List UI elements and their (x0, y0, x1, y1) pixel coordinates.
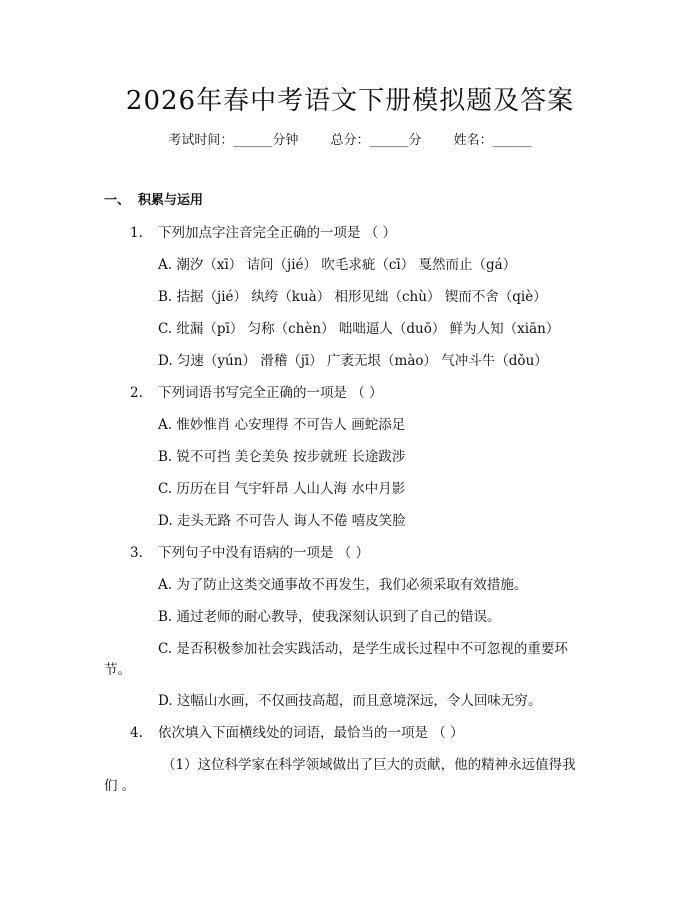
q4-subitem-1-continuation: 们 。 (104, 778, 136, 794)
question-2 (130, 384, 383, 402)
total-score-field: 总分：______分 (330, 133, 422, 148)
exam-meta (0, 132, 700, 150)
section-number: 一、 (104, 193, 131, 208)
question-number: 4. (130, 725, 143, 741)
q3-option-b: B. 通过老师的耐心教导，使我深刻认识到了自己的错误。 (158, 609, 501, 625)
q1-option-d: D. 匀速（yún） 滑稽（jī） 广袤无垠（mào） 气冲斗牛（dǒu） (158, 353, 548, 369)
q3-option-a: A. 为了防止这类交通事故不再发生，我们必须采取有效措施。 (158, 577, 528, 593)
q2-option-c: C. 历历在目 气宇轩昂 人山人海 水中月影 (158, 481, 406, 497)
question-number: 1. (130, 225, 143, 241)
question-number: 3. (130, 545, 143, 561)
name-field: 姓名：______ (453, 133, 532, 148)
q3-option-c: C. 是否积极参加社会实践活动，是学生成长过程中不可忽视的重要环 (158, 641, 568, 657)
question-4 (130, 724, 464, 742)
question-number: 2. (130, 385, 143, 401)
q4-subitem-1: （1）这位科学家在科学领域做出了巨大的贡献，他的精神永远值得我 (162, 757, 576, 773)
question-text: 依次填入下面横线处的词语，最恰当的一项是 （ ） (158, 725, 464, 741)
q2-option-a: A. 惟妙惟肖 心安理得 不可告人 画蛇添足 (158, 417, 406, 433)
q3-option-d: D. 这幅山水画，不仅画技高超，而且意境深远，令人回味无穷。 (158, 693, 542, 709)
q1-option-a: A. 潮汐（xī） 诘问（jié） 吹毛求疵（cī） 戛然而止（gá） (158, 257, 517, 273)
q3-option-c-continuation: 节。 (104, 662, 131, 678)
question-1 (130, 224, 396, 242)
question-text: 下列加点字注音完全正确的一项是 （ ） (158, 225, 397, 241)
q1-option-b: B. 拮据（jié） 纨绔（kuà） 相形见绌（chù） 锲而不舍（qiè） (158, 289, 547, 305)
section-heading (104, 192, 203, 210)
question-3 (130, 544, 369, 562)
page-title: 2026年春中考语文下册模拟题及答案 (125, 86, 575, 116)
question-text: 下列词语书写完全正确的一项是 （ ） (158, 385, 383, 401)
section-title: 积累与运用 (138, 193, 204, 208)
question-text: 下列句子中没有语病的一项是 （ ） (158, 545, 370, 561)
q1-option-c: C. 纰漏（pī） 匀称（chèn） 咄咄逼人（duō） 鲜为人知（xiān） (158, 321, 560, 337)
exam-time-field: 考试时间：______分钟 (168, 133, 299, 148)
q2-option-d: D. 走头无路 不可告人 诲人不倦 嘻皮笑脸 (158, 513, 406, 529)
q2-option-b: B. 锐不可挡 美仑美奂 按步就班 长途跋涉 (158, 449, 406, 465)
